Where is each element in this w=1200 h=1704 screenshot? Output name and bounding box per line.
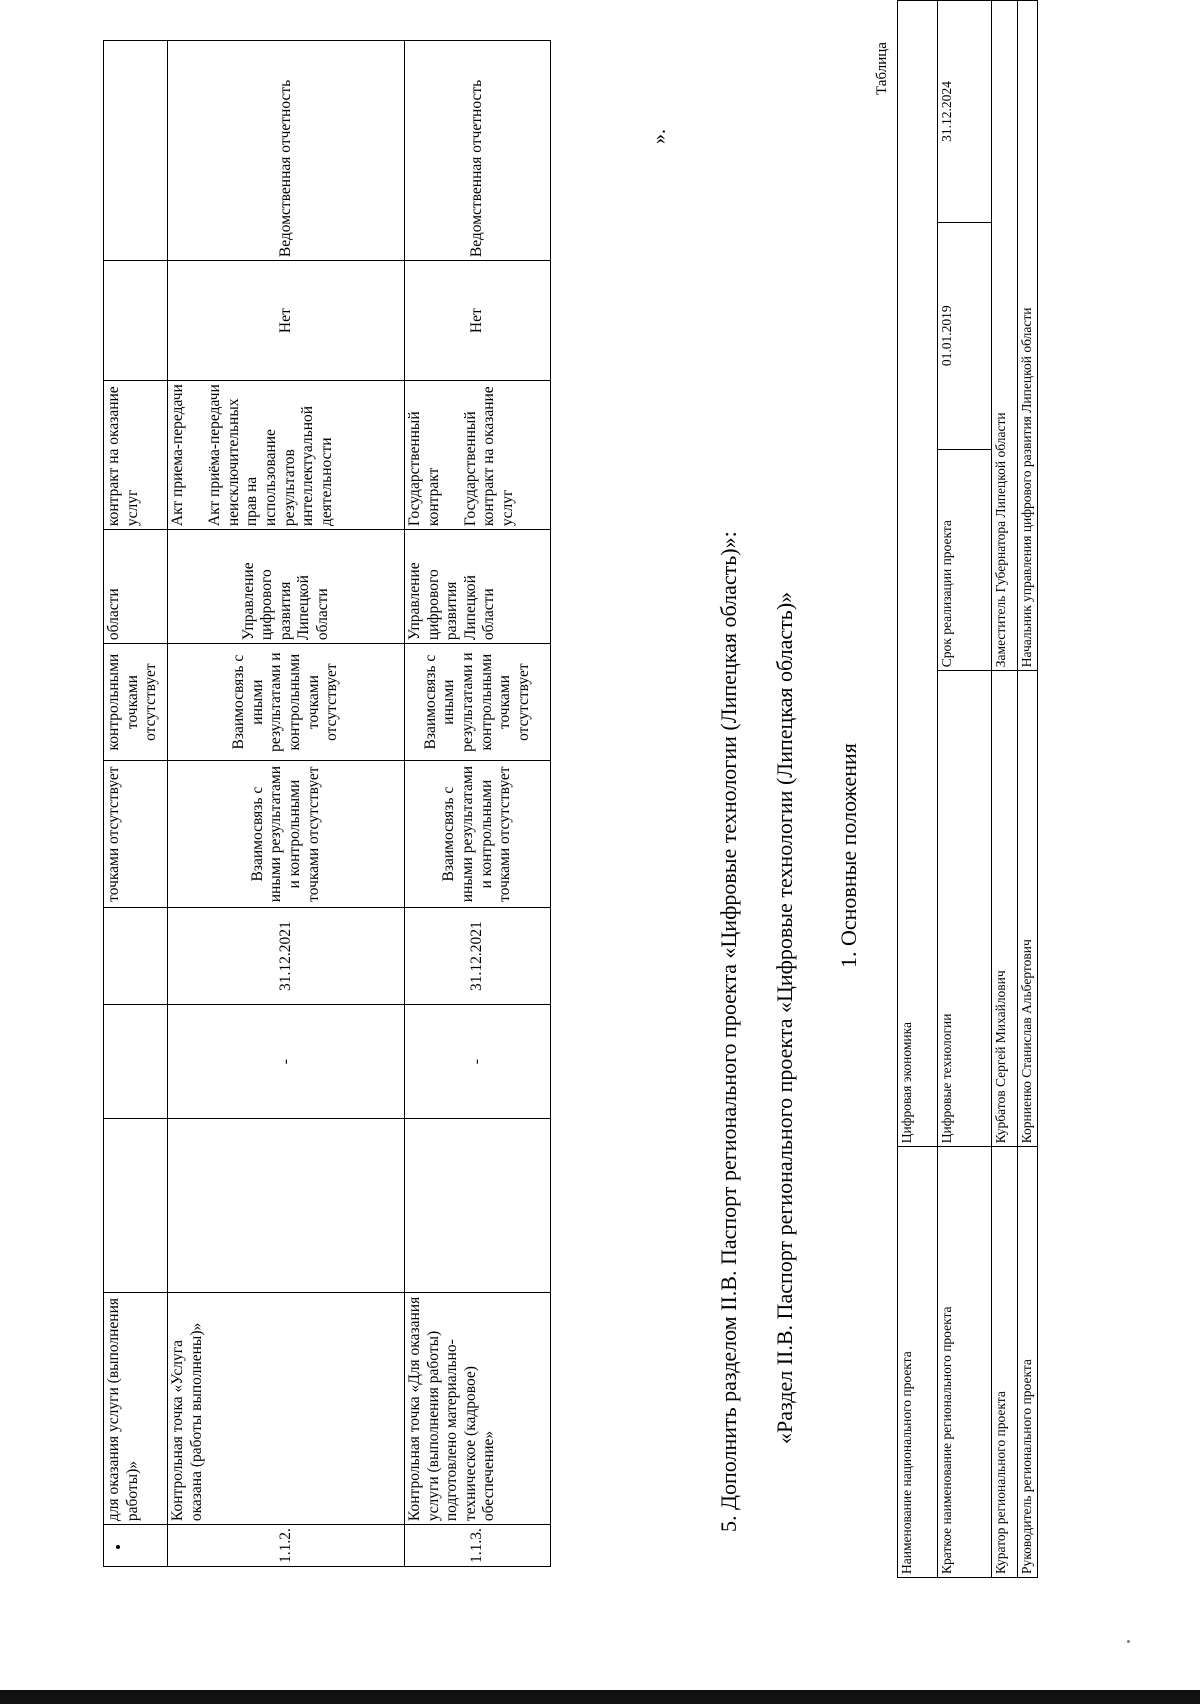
cell: - <box>405 1005 551 1119</box>
cell <box>104 1119 168 1293</box>
value-cell: Начальник управления цифрового развития Липецкой области <box>1018 1 1038 671</box>
item-5-text: 5. Дополнить разделом II.В. Паспорт регионального проекта «Цифровые технологии (Липецкая область)»: <box>716 531 741 1532</box>
control-points-table <box>103 40 551 1567</box>
label-cell: Срок реализации проекта <box>938 449 992 671</box>
cell <box>168 1119 405 1293</box>
cell: Взаимосвязь с иными результатами и контрольными точками отсутствует <box>168 644 405 761</box>
value-cell: Заместитель Губернатора Липецкой области <box>992 1 1018 671</box>
cell <box>405 1119 551 1293</box>
cell: контрольными точками отсутствует <box>104 644 168 761</box>
cell: Взаимосвязь с иными результатами и контрольными точками отсутствует <box>168 761 405 908</box>
row-number <box>104 1525 168 1567</box>
cell: Акт приема-передачи Акт приёма-передачи неисключительных прав на использование результатов интеллектуальной деятельности <box>168 381 405 530</box>
project-info-table <box>897 0 1038 1578</box>
cell <box>104 1005 168 1119</box>
cell: Управление цифрового развития Липецкой области <box>405 530 551 644</box>
value-cell: Цифровые технологии <box>938 671 992 1147</box>
cell: Государственный контракт Государственный контракт на оказание услуг <box>405 381 551 530</box>
cell: Взаимосвязь с иными результатами и контрольными точками отсутствует <box>405 644 551 761</box>
cell: Взаимосвязь с иными результатами и контрольными точками отсутствует <box>405 761 551 908</box>
table-row <box>938 1 992 1578</box>
row-name: для оказания услуги (выполнения работы)» <box>104 1293 168 1525</box>
value-cell: Корниенко Станислав Альбертович <box>1018 671 1038 1147</box>
value-cell: Курбатов Сергей Михайлович <box>992 671 1018 1147</box>
cell <box>104 908 168 1005</box>
cell: точками отсутствует <box>104 761 168 908</box>
date-cell: 31.12.2021 <box>168 908 405 1005</box>
cell: Нет <box>168 261 405 381</box>
section-title: «Раздел II.В. Паспорт регионального проекта «Цифровые технологии (Липецкая область)» <box>772 591 797 1444</box>
row-name: Контрольная точка «Для оказания услуги (выполнения работы) подготовлено материально-техническое (кадровое) обеспечение» <box>405 1293 551 1525</box>
cell: Управление цифрового развития Липецкой области <box>168 530 405 644</box>
row-number: 1.1.2. <box>168 1525 405 1567</box>
cell: Ведомственная отчетность <box>168 41 405 261</box>
value-cell: Цифровая экономика <box>898 1 938 1147</box>
cell: Ведомственная отчетность <box>405 41 551 261</box>
row-number: 1.1.3. <box>405 1525 551 1567</box>
table-row <box>992 1 1018 1578</box>
label-cell: Наименование национального проекта <box>898 1147 938 1578</box>
cell: области <box>104 530 168 644</box>
table-row <box>898 1 938 1578</box>
date-cell: 01.01.2019 <box>938 223 992 450</box>
row-name: Контрольная точка «Услуга оказана (работы выполнены)» <box>168 1293 405 1525</box>
table-row <box>1018 1 1038 1578</box>
table-row <box>104 41 168 1567</box>
subsection-title: 1. Основные положения <box>836 743 861 968</box>
date-cell: 31.12.2024 <box>938 1 992 223</box>
date-cell: 31.12.2021 <box>405 908 551 1005</box>
cell: Нет <box>405 261 551 381</box>
table-row <box>168 41 405 1567</box>
closing-quote: ». <box>648 129 670 144</box>
table-row <box>405 41 551 1567</box>
label-cell: Краткое наименование регионального проекта <box>938 1147 992 1578</box>
cell: контракт на оказание услуг <box>104 381 168 530</box>
cell <box>104 261 168 381</box>
cell: - <box>168 1005 405 1119</box>
label-cell: Куратор регионального проекта <box>992 1147 1018 1578</box>
table-caption: Таблица <box>874 42 890 95</box>
cell <box>104 41 168 261</box>
label-cell: Руководитель регионального проекта <box>1018 1147 1038 1578</box>
